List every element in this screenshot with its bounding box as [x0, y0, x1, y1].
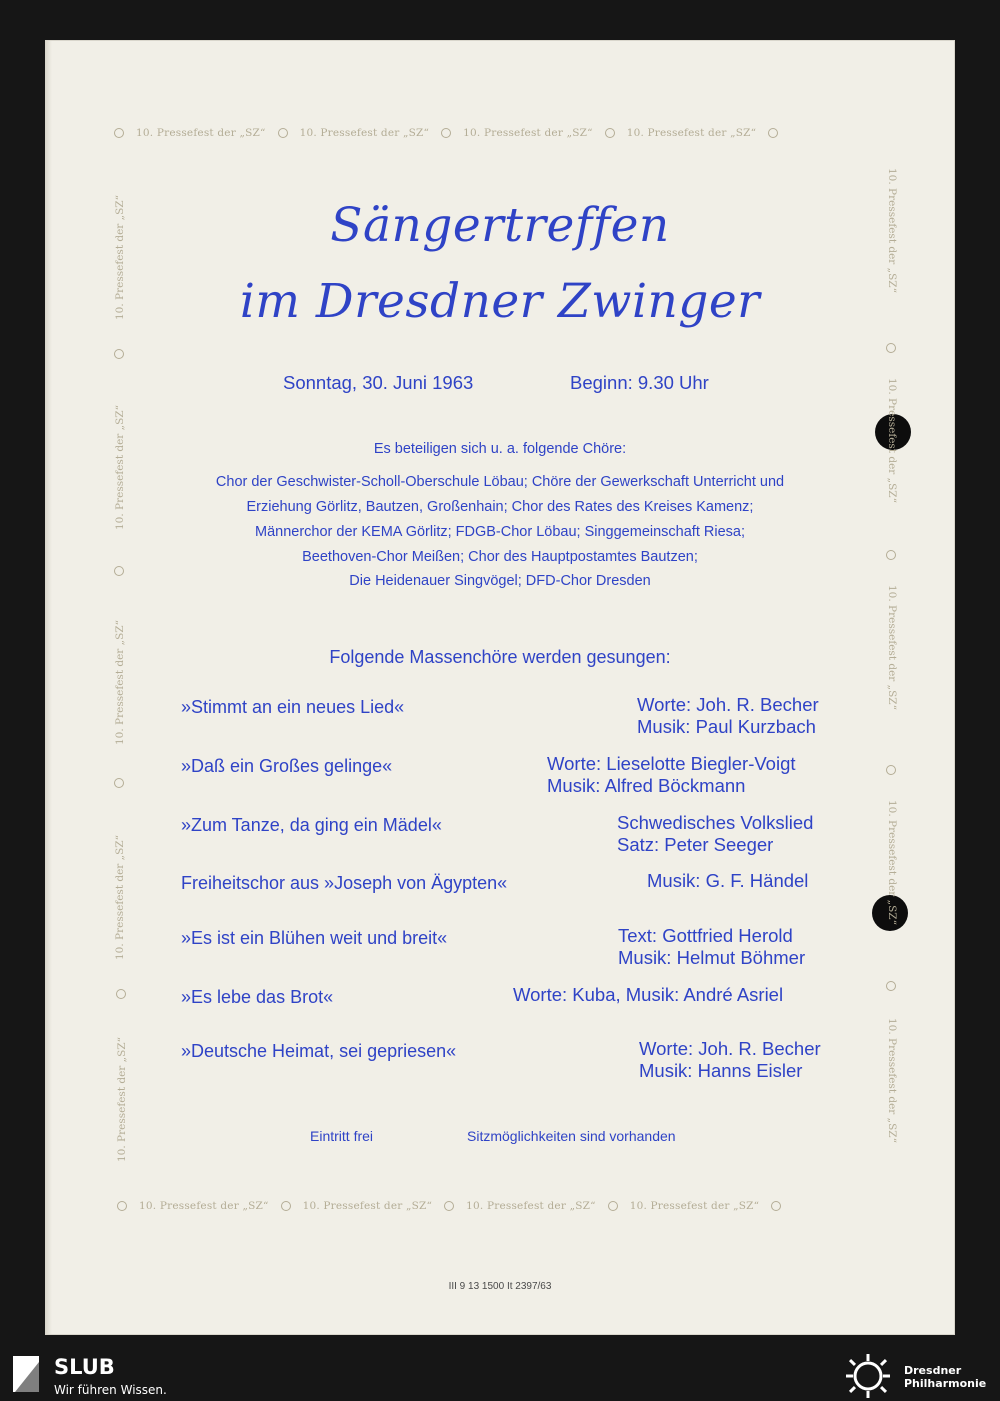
- border-left-3: 10. Pressefest der „SZ“: [114, 620, 126, 745]
- border-label: 10. Pressefest der „SZ“: [299, 127, 430, 139]
- song-title: »Daß ein Großes gelinge«: [181, 756, 393, 776]
- song-credit-line: Text: Gottfried Herold: [618, 925, 793, 946]
- border-ring-icon: [605, 128, 615, 138]
- song-credit-line: Satz: Peter Seeger: [617, 834, 774, 855]
- song-title: »Es ist ein Blühen weit und breit«: [181, 928, 448, 948]
- print-number: III 9 13 1500 It 2397/63: [448, 1281, 552, 1292]
- border-ring-icon: [886, 343, 896, 353]
- border-right-4: 10. Pressefest der „SZ“: [886, 800, 898, 925]
- border-ring-icon: [441, 128, 451, 138]
- page-title-line1: Sängertreffen: [330, 198, 670, 253]
- choir-list-line: Männerchor der KEMA Görlitz; FDGB-Chor Löbau; Singgemeinschaft Riesa;: [255, 524, 745, 540]
- border-ring-icon: [114, 128, 124, 138]
- border-label: 10. Pressefest der „SZ“: [302, 1200, 433, 1212]
- song-credit-line: Worte: Joh. R. Becher: [639, 1038, 821, 1059]
- song-title: »Deutsche Heimat, sei gepriesen«: [181, 1041, 457, 1061]
- song-credit: [617, 812, 813, 856]
- border-label: 10. Pressefest der „SZ“: [139, 1200, 269, 1212]
- border-ring-icon: [768, 128, 778, 138]
- library-name[interactable]: SLUB: [54, 1355, 115, 1379]
- song-credit-line: Worte: Kuba, Musik: André Asriel: [513, 984, 784, 1005]
- song-credit: [513, 984, 783, 1006]
- library-tagline: Wir führen Wissen.: [54, 1383, 167, 1397]
- song-credit: [647, 870, 808, 892]
- border-ring-icon: [608, 1201, 618, 1211]
- border-ring-icon: [444, 1201, 454, 1211]
- song-title: »Zum Tanze, da ging ein Mädel«: [181, 815, 442, 835]
- song-credit-line: Musik: G. F. Händel: [647, 870, 809, 891]
- song-credit-line: Musik: Paul Kurzbach: [637, 716, 816, 737]
- border-top: [114, 127, 790, 139]
- song-title: Freiheitschor aus »Joseph von Ägypten«: [181, 873, 508, 893]
- page-title-line2: im Dresdner Zwinger: [239, 274, 761, 329]
- partner-name[interactable]: [904, 1364, 986, 1390]
- event-date: Sonntag, 30. Juni 1963: [283, 372, 474, 393]
- border-ring-icon: [278, 128, 288, 138]
- choirs-intro: Es beteiligen sich u. a. folgende Chöre:: [373, 441, 627, 457]
- border-ring-icon: [886, 981, 896, 991]
- song-credit: [618, 925, 805, 969]
- border-label: 10. Pressefest der „SZ“: [466, 1200, 596, 1212]
- border-ring-icon: [886, 765, 896, 775]
- border-ring-icon: [281, 1201, 291, 1211]
- song-credit: [547, 753, 796, 797]
- seating-note: Sitzmöglichkeiten sind vorhanden: [467, 1128, 676, 1144]
- border-right-3: 10. Pressefest der „SZ“: [886, 585, 898, 710]
- footer-bar: [0, 1350, 1000, 1401]
- border-left-2: 10. Pressefest der „SZ“: [114, 405, 126, 530]
- border-right-2: 10. Pressefest der „SZ“: [886, 378, 898, 503]
- song-title: »Es lebe das Brot«: [181, 987, 334, 1007]
- border-right-5: 10. Pressefest der „SZ“: [886, 1018, 898, 1143]
- entry-note: Eintritt frei: [310, 1128, 374, 1144]
- choir-list-line: Die Heidenauer Singvögel; DFD-Chor Dresden: [349, 573, 651, 589]
- border-label: 10. Pressefest der „SZ“: [463, 127, 593, 139]
- border-ring-icon: [114, 349, 124, 359]
- slub-logo-icon[interactable]: [12, 1354, 42, 1394]
- philharmonie-logo-icon[interactable]: [842, 1353, 894, 1399]
- border-left-1: 10. Pressefest der „SZ“: [114, 195, 126, 320]
- song-credit-line: Musik: Hanns Eisler: [639, 1060, 803, 1081]
- border-bottom: [117, 1200, 793, 1212]
- border-ring-icon: [114, 778, 124, 788]
- partner-name-line2: Philharmonie: [904, 1377, 987, 1390]
- partner-name-line1: Dresdner: [904, 1364, 962, 1377]
- border-left-5: 10. Pressefest der „SZ“: [116, 1037, 128, 1162]
- program-heading: Folgende Massenchöre werden gesungen:: [329, 647, 671, 667]
- border-label: 10. Pressefest der „SZ“: [136, 127, 266, 139]
- song-credit: [637, 694, 819, 738]
- border-label: 10. Pressefest der „SZ“: [629, 1200, 760, 1212]
- song-credit-line: Musik: Helmut Böhmer: [618, 947, 806, 968]
- song-title: »Stimmt an ein neues Lied«: [181, 697, 405, 717]
- border-ring-icon: [771, 1201, 781, 1211]
- song-credit-line: Worte: Joh. R. Becher: [637, 694, 819, 715]
- song-credit: [639, 1038, 821, 1082]
- border-label: 10. Pressefest der „SZ“: [626, 127, 757, 139]
- border-ring-icon: [116, 989, 126, 999]
- song-credit-line: Musik: Alfred Böckmann: [547, 775, 746, 796]
- choir-list-line: Chor der Geschwister-Scholl-Oberschule Löbau; Chöre der Gewerkschaft Unterricht und: [215, 474, 785, 490]
- border-left-4: 10. Pressefest der „SZ“: [114, 835, 126, 960]
- choir-list-line: Beethoven-Chor Meißen; Chor des Hauptpostamtes Bautzen;: [302, 549, 698, 565]
- border-right-1: 10. Pressefest der „SZ“: [886, 168, 898, 293]
- border-ring-icon: [117, 1201, 127, 1211]
- song-credit-line: Worte: Lieselotte Biegler-Voigt: [547, 753, 796, 774]
- song-credit-line: Schwedisches Volkslied: [617, 812, 814, 833]
- event-start-time: Beginn: 9.30 Uhr: [570, 372, 709, 393]
- choir-list-line: Erziehung Görlitz, Bautzen, Großenhain; Chor des Rates des Kreises Kamenz;: [246, 499, 754, 515]
